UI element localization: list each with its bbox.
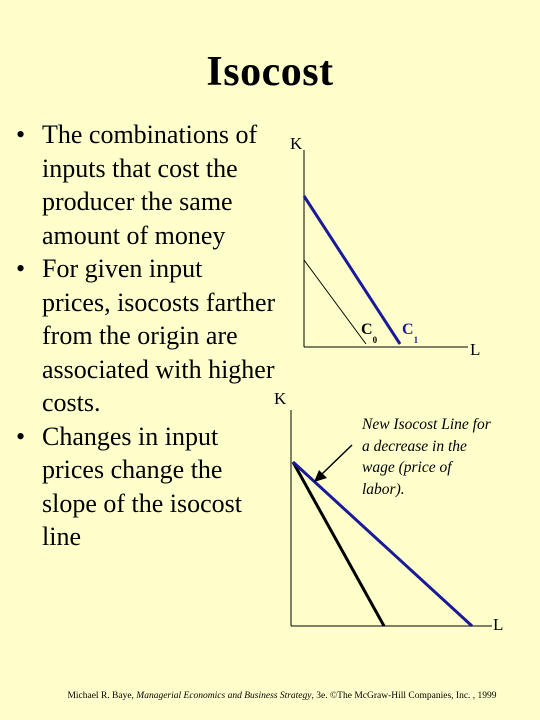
annotation-arrow [322,445,352,474]
bottom-x-axis-label: L [493,615,504,634]
footer-book-title: Managerial Economics and Business Strategy [136,691,312,701]
new-isocost-annotation: New Isocost Line for a decrease in the wage (price of labor). [362,416,491,498]
isocost-line-c0 [304,260,366,344]
slide-footer [52,688,512,704]
footer-prefix: Michael R. Baye, [67,691,137,701]
bullet-text: The combinations of inputs that cost the producer the same amount of money [42,120,258,250]
top-x-axis-label: L [470,340,481,359]
bullet-text: For given input prices, isocosts farther from the origin are associated with higher costs. [42,254,276,417]
bullet-dot: • [16,254,26,283]
isocost-line-c1 [304,196,400,344]
footer-suffix: , 3e. ©The McGraw-Hill Companies, Inc. , 1999 [311,691,497,701]
top-y-axis-label: K [290,134,303,153]
slide-title: Isocost [206,49,334,95]
bullet-text: Changes in input prices change the slope of the isocost line [42,421,243,551]
isocost-label-c0-subscript: 0 [372,335,378,345]
isocost-label-c1 [402,321,419,345]
top-isocost-diagram [290,134,480,359]
bullet-dot: • [16,120,26,149]
isocost-label-c1-subscript: 1 [413,335,419,345]
isocost-label-c0-text: C [361,321,373,338]
bottom-y-axis-label: K [274,389,287,408]
bullet-dot: • [16,421,26,451]
isocost-label-c1-text: C [402,321,414,338]
